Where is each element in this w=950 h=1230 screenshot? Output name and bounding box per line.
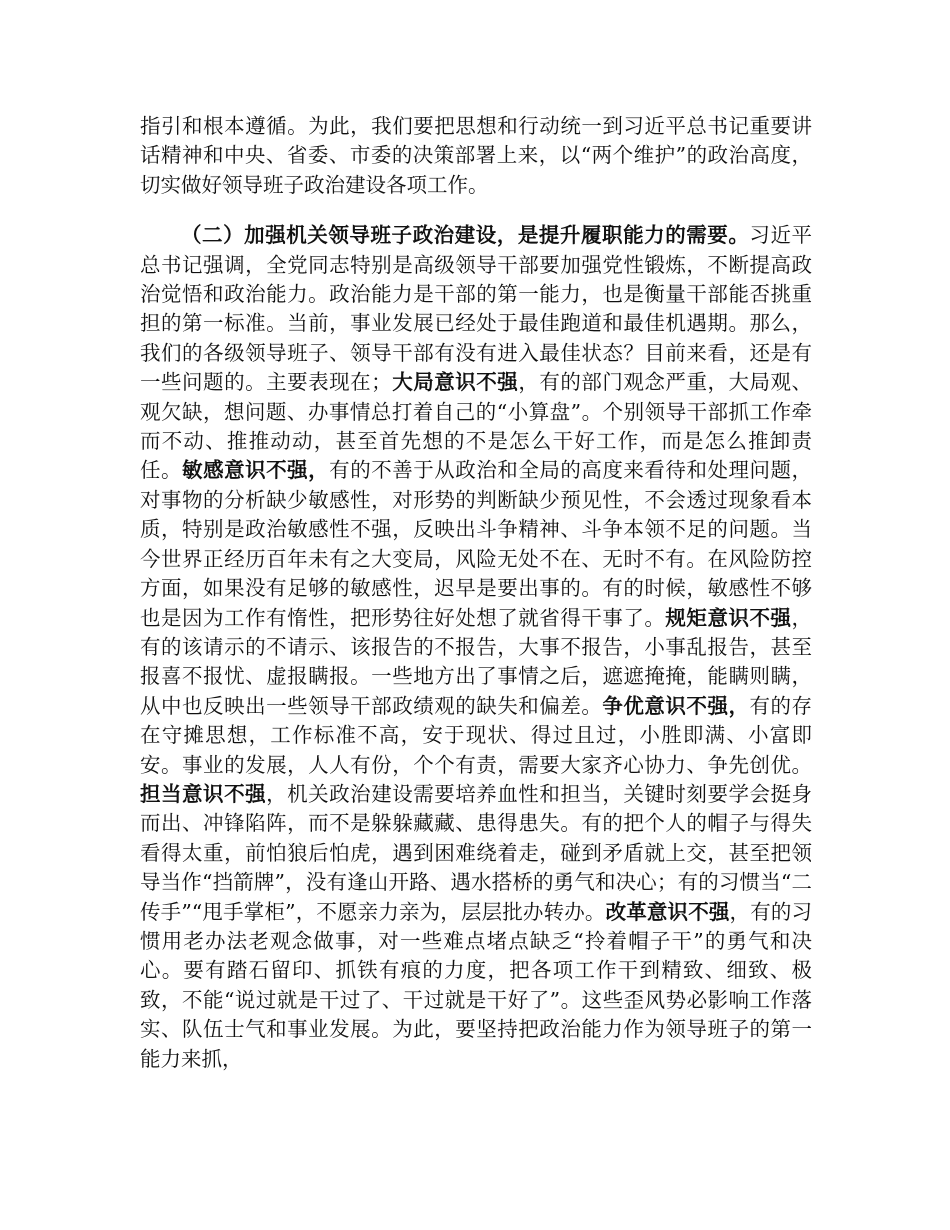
issue-text-reform: ，有的习惯用老办法老观念做事，对一些难点堵点缺乏“拎着帽子干”的勇气和决心。要有踏石留印、抓铁有痕的力度，把各项工作干到精致、细致、极致，不能“说过就是干过了、干过就是干好了”。这些歪风势必影响工作落实、队伍士气和事业发展。为此，要坚持把政治能力作为领导班子的第一能力来抓，	[140, 899, 813, 1071]
paragraph-gap	[140, 200, 812, 221]
issue-title-sensitivity: 敏感意识不强，	[182, 458, 330, 483]
issue-text-rules: ，有的该请示的不请示、该报告的不报告，大事不报告，小事乱报告，甚至报喜不报忧、虚报瞒报。一些地方出了事情之后，遮遮掩掩，能瞒则瞒，从中也反映出一些领导干部政绩观的缺失和偏差。	[140, 605, 813, 718]
issue-text-responsibility: ，机关政治建设需要培养血性和担当，关键时刻要学会挺身而出、冲锋陷阵，而不是躲躲藏藏、患得患失。有的把个人的帽子与得失看得太重，前怕狼后怕虎，遇到困难绕着走，碰到矛盾就上交，甚至把领导当作“挡箭牌”，没有逢山开路、遇水搭桥的勇气和决心；有的习惯当“二传手”“甩手掌柜”，不愿亲力亲为，层层批办转办。	[140, 781, 813, 924]
issue-title-excellence: 争优意识不强，	[602, 693, 750, 718]
issue-text-overall-view: ，有的部门观念严重，大局观、观欠缺，想问题、办事情总打着自己的“小算盘”。个别领导干部抓工作牵而不动、推推动动，甚至首先想的不是怎么干好工作，而是怎么推卸责任。	[140, 370, 813, 483]
issue-title-reform: 改革意识不强	[605, 899, 730, 924]
issue-title-overall-view: 大局意识不强	[391, 370, 519, 395]
section-intro-text: 习近平总书记强调，全党同志特别是高级领导干部要加强党性锻炼，不断提高政治觉悟和政治能力。政治能力是干部的第一能力，也是衡量干部能否挑重担的第一标准。当前，事业发展已经处于最佳跑道和最佳机遇期。那么，我们的各级领导班子、领导干部有没有进入最佳状态？目前来看，还是有一些问题的。主要表现在；	[140, 223, 813, 395]
issue-title-rules: 规矩意识不强	[665, 605, 792, 630]
paragraph-continuation: 指引和根本遵循。为此，我们要把思想和行动统一到习近平总书记重要讲话精神和中央、省委、市委的决策部署上来，以“两个维护”的政治高度，切实做好领导班子政治建设各项工作。	[140, 114, 812, 197]
issue-text-sensitivity: 有的不善于从政治和全局的高度来看待和处理问题，对事物的分析缺少敏感性，对形势的判断缺少预见性，不会透过现象看本质，特别是政治敏感性不强，反映出斗争精神、斗争本领不足的问题。当今世界正经历百年未有之大变局，风险无处不在、无时不有。在风险防控方面，如果没有足够的敏感性，迟早是要出事的。有的时候，敏感性不够也是因为工作有惰性，把形势往好处想了就省得干事了。	[140, 458, 813, 630]
paragraph-section-two	[140, 221, 812, 1074]
section-heading: （二）加强机关领导班子政治建设，是提升履职能力的需要。	[181, 223, 750, 248]
issue-text-excellence: 有的存在守摊思想，工作标准不高，安于现状、得过且过，小胜即满、小富即安。事业的发展，人人有份，个个有责，需要大家齐心协力、争先创优。	[140, 693, 813, 777]
issue-title-responsibility: 担当意识不强	[140, 781, 267, 806]
document-page	[140, 112, 812, 1074]
